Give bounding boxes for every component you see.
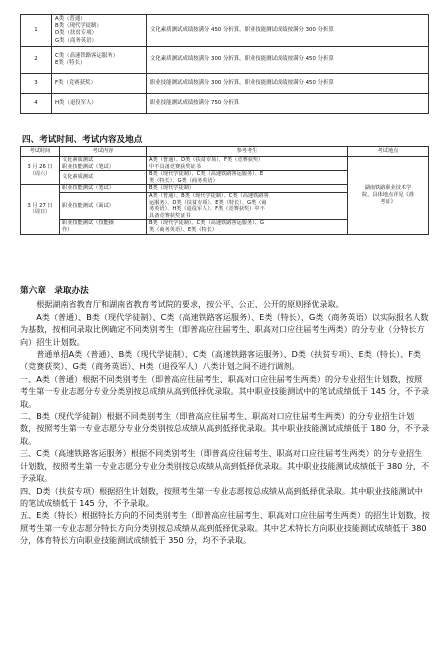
subject-line: 文化素质测试	[62, 157, 94, 163]
table-row	[21, 157, 429, 171]
paragraph: 四、D类（扶贫专项）根据招生计划数，按照考生第一专业志愿按总成绩从高到低择优录取。其中职业技能测试中的笔试成绩低于 145 分，不予录取。	[20, 485, 423, 508]
score-rule: 文化素质测试成绩按满分 300 分折算，职业技能测试成绩按满分 450 分折算	[147, 46, 429, 73]
table-row	[21, 15, 429, 47]
date-label: 3 月 26 日	[27, 164, 53, 171]
candidate-line: A类（普通）、D类（扶贫专项）、F类（竞赛获奖）	[149, 157, 264, 163]
table-row	[21, 73, 429, 93]
subject-line: 作）	[62, 226, 73, 233]
subject-line: 职业技能测试（笔试）	[62, 163, 114, 170]
candidate-line: B类（现代学徒制）、C类（高速铁路客运服务）、G	[149, 220, 264, 227]
category-label: E类（特长）	[55, 59, 86, 66]
table-header-row	[21, 147, 429, 157]
exam-subject: 文化素质测试	[60, 171, 147, 185]
row-number: 3	[21, 73, 52, 93]
category-label: A类（普通）	[55, 16, 86, 22]
paragraph: 五、E类（特长）根据特长方向的不同类别考生（即普高应往届考生、职高对口应往届考生两类）的招生计划数，按照考生第一专业志愿分特长方向分类别按总成绩从高到低择优录取。其中艺术特长方向职业技能测试成绩低于 380 分，体育特长方向职业技能测试成绩低于 350 分，均不予录取。	[20, 510, 430, 546]
candidate-line: 运服务）、D类（扶贫专项）、E类（特长）、G类（商	[149, 199, 267, 206]
candidate-line: 务英语）、H类（退役军人）、F类（竞赛获奖）中不	[149, 206, 265, 213]
category-cell	[52, 93, 147, 113]
exam-location	[348, 157, 429, 235]
location-line: 院，具体地点详见《准	[362, 191, 414, 198]
row-number: 4	[21, 93, 52, 113]
column-header: 考试内容	[60, 147, 147, 157]
score-rule: 职业技能测试成绩按满分 300 分折算，职业技能测试成绩按满分 450 分折算	[147, 73, 429, 93]
exam-date	[21, 185, 60, 234]
score-rule: 文化素质测试成绩按满分 450 分折算，职业技能测试成绩按满分 300 分折算	[147, 15, 429, 47]
weekday-label: （周六）	[29, 170, 51, 177]
chapter-title: 第六章 录取办法	[20, 286, 89, 296]
category-label: D类（扶贫专项）	[55, 30, 97, 37]
section-heading: 四、考试时间、考试内容及地点	[22, 135, 143, 145]
exam-candidates: B类（现代学徒制）	[147, 185, 348, 193]
exam-subject	[60, 157, 147, 171]
admission-score-table	[20, 14, 429, 114]
candidate-line: 类（商务英语）、E类（特长）	[149, 226, 218, 233]
exam-candidates	[147, 157, 348, 171]
row-number: 2	[21, 46, 52, 73]
category-label: B类（现代学徒制）	[55, 23, 102, 30]
exam-schedule-table	[20, 146, 429, 235]
category-label: G类（商务英语）	[55, 37, 97, 44]
candidate-line: 具备竞赛获奖证书	[149, 212, 191, 219]
candidate-line: 中不具备竞赛获奖证书	[149, 163, 201, 170]
candidate-line: A类（普通）、B类（现代学徒制）、C类（高速铁路客	[149, 192, 269, 199]
category-label: F类（竞赛获奖）	[55, 79, 96, 86]
exam-subject	[60, 220, 147, 234]
column-header: 参考考生	[147, 147, 348, 157]
location-line: 湖南铁路职业技术学	[364, 185, 412, 192]
category-label: C类（高速铁路客运服务）	[55, 52, 119, 59]
paragraph: A类（普通）、B类（现代学徒制）、C类（高速铁路客运服务）、E类（特长）、G类（商务英语）以实际报名人数为基数，按相同录取比例确定不同类别考生（即普高应往届考生、职高对口应往届考生两类）的分专业（分特长方向）招生计划数。	[20, 311, 429, 347]
candidate-line: B类（现代学徒制）、C类（高速铁路客运服务）、E	[149, 171, 264, 178]
candidate-line: 类（特长）、G类（商务英语）	[149, 177, 218, 184]
category-label: H类（退役军人）	[55, 99, 97, 106]
exam-date	[21, 157, 60, 185]
column-header: 考试时间	[21, 147, 60, 157]
exam-candidates	[147, 220, 348, 234]
chapter-six-body	[20, 285, 430, 547]
paragraph: 一、A类（普通）根据不同类别考生（即普高应往届考生、职高对口应往届考生两类）的分专业招生计划数，按照考生第一专业志愿分专业分类别按总成绩从高到低择优录取。其中职业技能测试中的笔试成绩低于 145 分，不予录取。	[20, 373, 430, 409]
date-label: 3 月 27 日	[27, 202, 53, 209]
paragraph: 二、B类（现代学徒制）根据不同类别考生（即普高应往届考生、职高对口应往届考生两类）的分专业招生计划数，按照考生第一专业志愿分专业分类别按总成绩从高到低择优录取。其中职业技能测试成绩低于 180 分，不予录取。	[20, 411, 430, 446]
subject-line: 职业技能测试（技能操	[62, 220, 114, 227]
paragraph: 根据湖南省教育厅和湖南省教育考试院的要求，按公平、公正、公开的原则择优录取。	[36, 299, 344, 310]
weekday-label: （周日）	[29, 209, 51, 216]
location-line: 考证》	[380, 198, 396, 205]
category-cell	[52, 73, 147, 93]
paragraph: 三、C类（高速铁路客运服务）根据不同类别考生（即普高应往届考生、职高对口应往届考生两类）的分专业招生计划数，按照考生第一专业志愿分专业分类别按总成绩从高到低择优录取。其中职业技能测试成绩低于 380 分，不予录取。	[20, 448, 430, 484]
score-rule: 职业技能测试成绩按满分 750 分折算	[147, 93, 429, 113]
table-row	[21, 46, 429, 73]
paragraph: 普通单招A类（普通）、B类（现代学徒制）、C类（高速铁路客运服务）、D类（扶贫专项）、E类（特长）、F类（竞赛获奖）、G类（商务英语）、H类（退役军人）八类计划之间不进行调剂。	[20, 349, 421, 372]
exam-candidates	[147, 171, 348, 185]
category-cell	[52, 46, 147, 73]
exam-candidates	[147, 192, 348, 219]
exam-subject: 职业技能测试（笔试）	[60, 185, 147, 193]
table-row	[21, 93, 429, 113]
column-header: 考试地点	[348, 147, 429, 157]
exam-subject: 职业技能测试（面试）	[60, 192, 147, 219]
row-number: 1	[21, 15, 52, 47]
category-cell	[52, 15, 147, 47]
